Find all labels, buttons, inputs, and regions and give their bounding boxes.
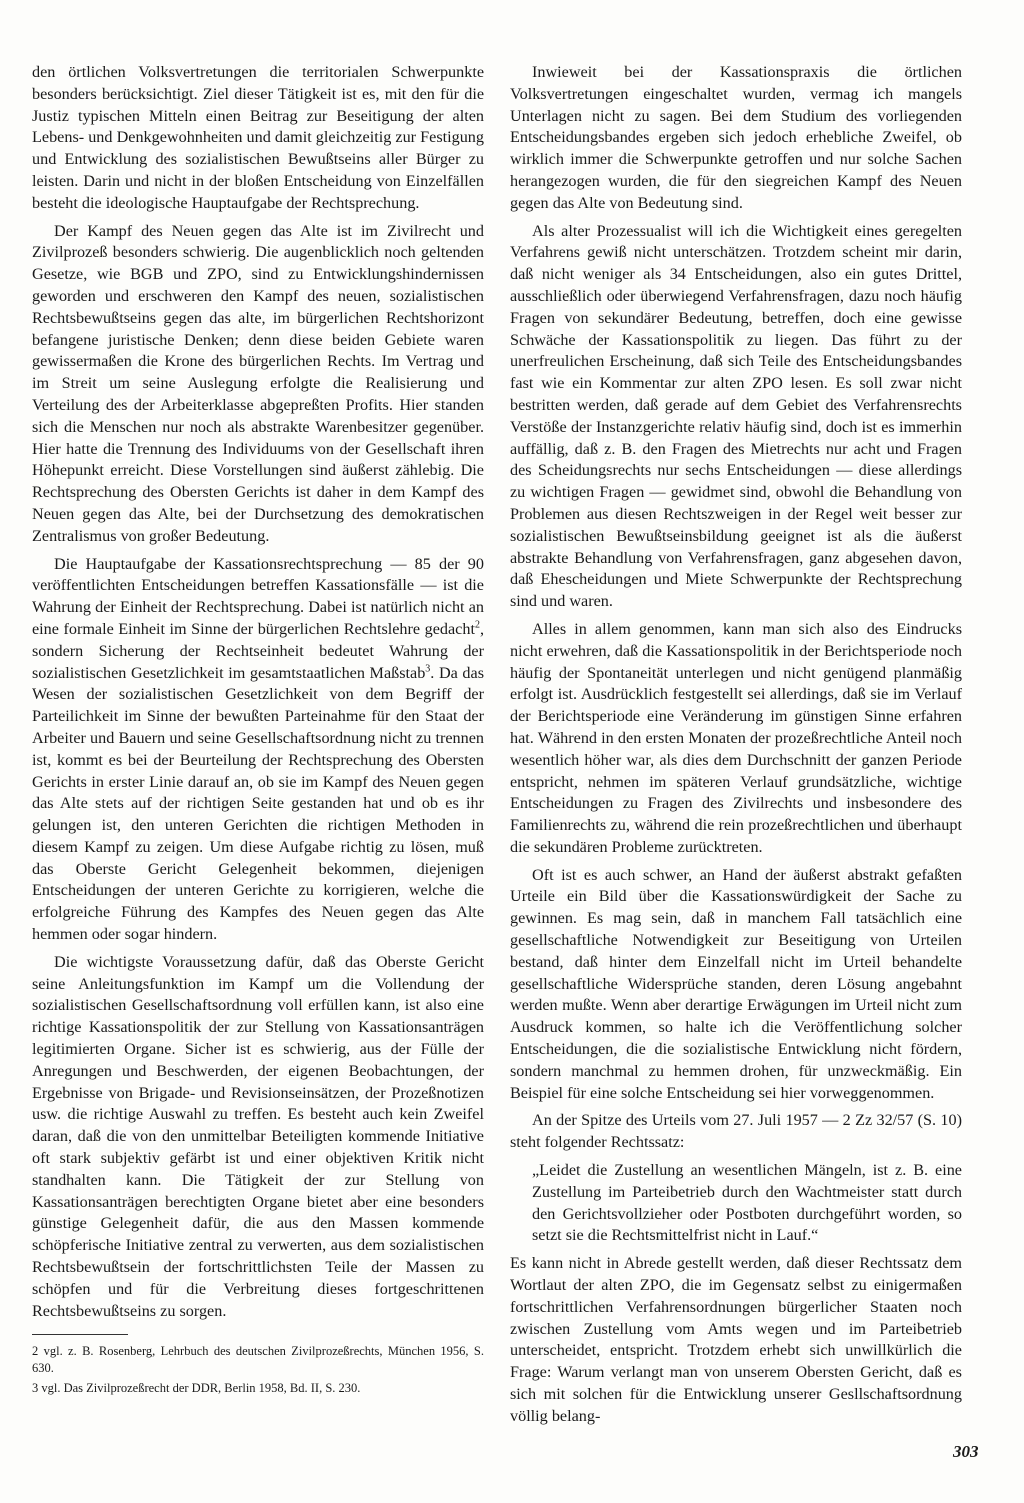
paragraph: Die wichtigste Voraussetzung dafür, daß das Oberste Gericht seine Anleitungsfunktion im Kampf um die Vollendung der sozialistischen Gesellschaftsordnung voll erfüllen kann, ist also eine richtige Kassationspolitik der zur Stellung von Kassationsanträgen legitimierten Organe. Sicher ist es schwierig, aus der Fülle der Anregungen und Beschwerden, der eigenen Beobachtungen, der Ergebnisse von Brigade- und Revisionseinsätzen, der Prozeßnotizen usw. die richtige Auswahl zu treffen. Es besteht auch kein Zweifel daran, daß die von den unmittelbar Beteiligten kommende Initiative oft stark subjektiv gefärbt ist und einer objektiven Kritik nicht standhalten kann. Die Tätigkeit der zur Stellung von Kassationsanträgen berechtigten Organe bietet aber eine besonders günstige Gelegenheit dafür, die aus den Massen kommende schöpferische Initiative zentral zu verwerten, aus dem sozialistischen Rechtsbewußtsein der fortschrittlichsten Teile der Massen zu schöpfen und für die Verbreitung dieses fortgeschrittenen Rechtsbewußtseins zu sorgen. <box>32 952 484 1320</box>
block-quote: „Leidet die Zustellung an wesentlichen Mängeln, ist z. B. eine Zustellung im Parteibetrieb durch den Wachtmeister statt durch den Gerichtsvollzieher oder Postboten durchgeführt worden, so setzt sie die Rechtsmittelfrist nicht in Lauf.“ <box>532 1161 962 1245</box>
paragraph: Alles in allem genommen, kann man sich also des Eindrucks nicht erwehren, daß die Kassationspolitik in der Berichtsperiode noch häufig der Spontaneität unterlegen und nicht genügend planmäßig erfolgt ist. Ausdrücklich festgestellt sei allerdings, daß sie im Verlauf der Berichtsperiode eine Veränderung im günstigen Sinne erfahren hat. Während in den ersten Monaten der prozeßrechtliche Anteil noch wesentlich höher war, als dies dem Durchschnitt der ganzen Periode entspricht, nehmen im späteren Verlauf grundsätzliche, wichtige Entscheidungen zu Fragen des Zivilrechts und insbesondere des Familienrechts zu, während die rein prozeßrechtlichen und überhaupt die sekundären Probleme zurücktreten. <box>510 619 962 856</box>
paragraph: Es kann nicht in Abrede gestellt werden, daß dieser Rechtssatz dem Wortlaut der alten ZPO, die im Gegensatz selbst zu einigermaßen fortschrittlichen Verfahrensordnungen bürgerlicher Staaten noch zwischen Zustellung vom Amts wegen und im Parteibetrieb unterscheidet, entspricht. Trotzdem erhebt sich unwillkürlich die Frage: Warum verlangt man von unserem Obersten Gericht, daß es sich mit solchen für die Entwicklung unserer Gesllschaftsordnung völlig belang- <box>510 1254 962 1425</box>
right-column <box>510 62 962 1434</box>
paragraph: Inwieweit bei der Kassationspraxis die örtlichen Volksvertretungen eingeschaltet wurden, vermag ich mangels Unterlagen nicht zu sagen. Bei dem Studium des vorliegenden Entscheidungsbandes ergeben sich jedoch erhebliche Zweifel, ob wirklich immer die Schwerpunkte getroffen und nur solche Sachen herangezogen wurden, die für den siegreichen Kampf des Neuen gegen das Alte von Bedeutung sind. <box>510 63 962 212</box>
paragraph: Oft ist es auch schwer, an Hand der äußerst abstrakt gefaßten Urteile ein Bild über die Kassationswürdigkeit der Sache zu gewinnen. Es mag sein, daß in manchem Fall tatsächlich eine gesellschaftliche Notwendigkeit zur Beseitigung von Urteilen bestand, daß hinter dem Einzelfall nicht im Urteil behandelte gesellschaftliche Widersprüche standen, deren Lösung angebahnt werden mußte. Wenn aber derartige Erwägungen im Urteil nicht zum Ausdruck kommen, so halte ich die Veröffentlichung solcher Entscheidungen, die die sozialistische Entwicklung nicht fördern, sondern manchmal zu hemmen drohen, für unzweckmäßig. Ein Beispiel für eine solche Entscheidung sei hier vorweggenommen. <box>510 865 962 1102</box>
page-number: 303 <box>953 1442 979 1461</box>
left-column <box>32 62 484 1401</box>
footnote-ref: 2 <box>474 619 480 631</box>
paragraph-text: . Da das Wesen der sozialistischen Gesetzlichkeit von dem Begriff der Parteilichkeit im Sinne der bewußten Parteinahme für den Staat der Arbeiter und Bauern und seine Gesellschaftsordnung nicht zu trennen ist, kommt es bei der Beurteilung der Rechtsprechung des Obersten Gerichts in erster Linie darauf an, ob sie im Kampf des Neuen gegen das Alte stets auf der richtigen Seite gestanden hat und ob es ihr gelungen ist, den unteren Gerichten die richtigen Methoden in diesem Kampf zu zeigen. Um diese Aufgabe richtig zu lösen, muß das Oberste Gericht Gelegenheit bekommen, diejenigen Entscheidungen der unteren Gerichte zu korrigieren, welche die erfolgreiche Führung des Kampfes des Neuen gegen das Alte hemmen oder sogar hindern. <box>32 663 484 944</box>
paragraph: Als alter Prozessualist will ich die Wichtigkeit eines geregelten Verfahrens gewiß nicht unterschätzen. Trotzdem scheint mir darin, daß nicht weniger als 34 Entscheidungen, also ein gutes Drittel, ausschließlich oder überwiegend Verfahrensfragen, dazu noch häufig Fragen von sekundärer Bedeutung, betreffen, doch eine gewisse Schwäche der Kassationspolitik zu liegen. Das führt zu der unerfreulichen Erscheinung, daß sich Teile des Entscheidungsbandes fast wie ein Kommentar zur alten ZPO lesen. Es soll zwar nicht bestritten werden, daß gerade auf dem Gebiet des Verfahrensrechts Verstöße der Instanzgerichte relativ häufig sind, doch ist es immerhin auffällig, daß z. B. den Fragen des Mietrechts nur acht und Fragen des Scheidungsrechts nur sechs Entscheidungen — diese allerdings zu wichtigen Fragen — gewidmet sind, obwohl die Behandlung von Problemen aus diesen Rechtszweigen in der Regel weit besser zur sozialistischen Bewußtseinsbildung geeignet ist als die äußerst abstrakte Behandlung von Verfahrensfragen, ganz abgesehen davon, daß Ehescheidungen und Miete Schwerpunkte der Rechtsprechung sind und waren. <box>510 221 962 611</box>
footnote: 2 vgl. z. B. Rosenberg, Lehrbuch des deutschen Zivilprozeßrechts, München 1956, S. 630. <box>32 1344 484 1375</box>
paragraph: An der Spitze des Urteils vom 27. Juli 1957 — 2 Zz 32/57 (S. 10) steht folgender Rechtssatz: <box>510 1111 962 1152</box>
paragraph-text: Die Hauptaufgabe der Kassationsrechtsprechung — 85 der 90 veröffentlichten Entscheidungen betreffen Kassationsfälle — ist die Wahrung der Einheit der Rechtsprechung. Dabei ist natürlich nicht an eine formale Einheit im Sinne der bürgerlichen Rechtslehre gedacht <box>32 554 484 638</box>
paragraph: Der Kampf des Neuen gegen das Alte ist im Zivilrecht und Zivilprozeß besonders schwierig. Die augenblicklich noch geltenden Gesetze, wie BGB und ZPO, sind zu Entwicklungshindernissen geworden und erschweren den Kampf des neuen, sozialistischen Rechtsbewußtseins gegen das alte, im bürgerlichen Rechtshorizont befangene juristische Denken; denn diese beiden Gebiete waren gewissermaßen die Krone des bürgerlichen Rechts. Im Vertrag und im Streit um seine Auslegung erfolgte die Realisierung und Verteilung des der Arbeiterklasse abgepreßten Profits. Hier standen sich die Menschen nur noch als abstrakte Warenbesitzer gegenüber. Hier hatte die Trennung des Individuums von der Gesellschaft ihren Höhepunkt erreicht. Diese Vorstellungen sind äußerst zählebig. Die Rechtsprechung des Obersten Gerichts ist daher in dem Kampf des Neuen gegen das Alte, bei der Durchsetzung des demokratischen Zentralismus von großer Bedeutung. <box>32 221 484 545</box>
footnote: 3 vgl. Das Zivilprozeßrecht der DDR, Berlin 1958, Bd. II, S. 230. <box>32 1381 361 1396</box>
paragraph <box>32 554 484 946</box>
footnote-divider <box>32 1334 128 1335</box>
paragraph-text: , sondern Sicherung der Rechtseinheit bedeutet Wahrung der sozialistischen Gesetzlichkeit im gesamtstaatlichen Maßstab <box>32 619 484 682</box>
paragraph: den örtlichen Volksvertretungen die territorialen Schwerpunkte besonders berücksichtigt. Ziel dieser Tätigkeit ist es, mit den für die Justiz typischen Mitteln einen Beitrag zur Beseitigung der alten Lebens- und Denkgewohnheiten und damit gleichzeitig zur Festigung und Entwicklung des sozialistischen Bewußtseins aller Bürger zu leisten. Darin und nicht in der bloßen Entscheidung von Einzelfällen besteht die ideologische Hauptaufgabe der Rechtsprechung. <box>32 63 484 212</box>
footnote-ref: 3 <box>425 663 431 675</box>
